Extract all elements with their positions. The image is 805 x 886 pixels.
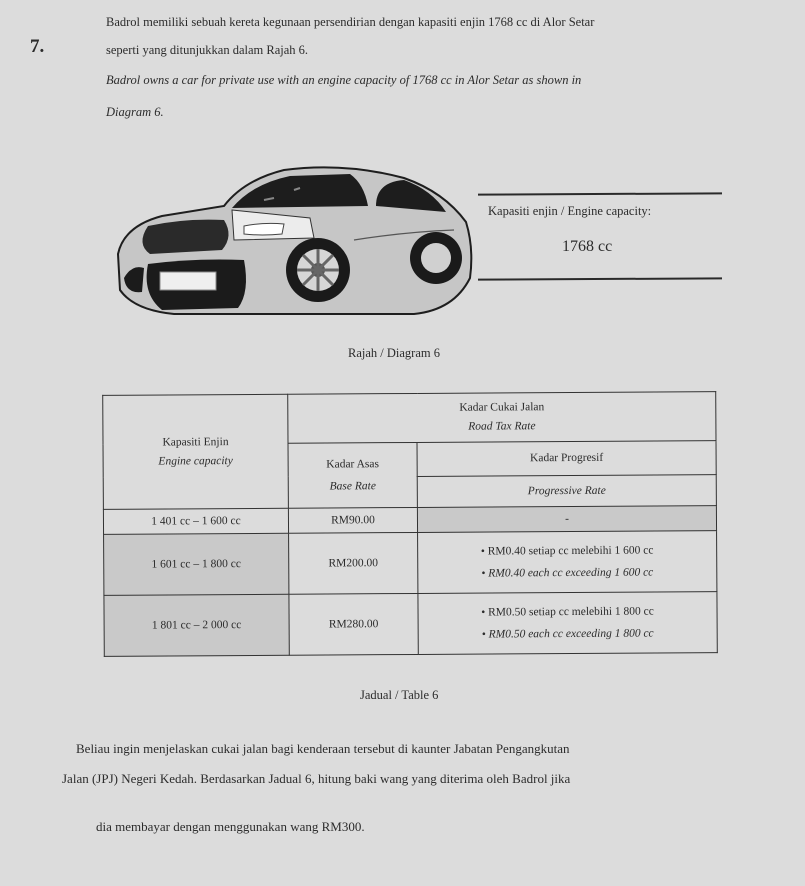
question-line-1: Beliau ingin menjelaskan cukai jalan bagi kenderaan tersebut di kaunter Jabatan Pengangkutan — [76, 741, 570, 756]
row-3-progressive-ms: • RM0.50 setiap cc melebihi 1 800 cc — [481, 605, 654, 619]
table-caption: Jadual / Table 6 — [360, 688, 439, 702]
road-tax-table — [102, 391, 718, 657]
box-top-rule — [478, 192, 722, 195]
table-row — [104, 592, 717, 657]
header-base-rate-en: Base Rate — [329, 480, 376, 493]
intro-english-line-1: Badrol owns a car for private use with an engine capacity of 1768 cc in Alor Setar as shown in — [106, 73, 582, 87]
header-base-rate-ms: Kadar Asas — [326, 458, 380, 471]
intro-malay-line-1: Badrol memiliki sebuah kereta kegunaan persendirian dengan kapasiti enjin 1768 cc di Alor Setar — [106, 15, 595, 29]
header-road-tax-rate — [288, 392, 716, 444]
header-engine-capacity-en: Engine capacity — [158, 454, 233, 468]
row-2-capacity: 1 601 cc – 1 800 cc — [104, 533, 289, 595]
intro-malay-line-2: seperti yang ditunjukkan dalam Rajah 6. — [106, 43, 309, 57]
row-3-capacity: 1 801 cc – 2 000 cc — [104, 594, 289, 656]
row-2-progressive-ms: • RM0.40 setiap cc melebihi 1 600 cc — [480, 544, 654, 558]
table-header-row-1 — [103, 392, 716, 445]
question-line-3: dia membayar dengan menggunakan wang RM300. — [96, 819, 365, 834]
diagram-caption: Rajah / Diagram 6 — [348, 346, 440, 360]
row-3-base-rate: RM280.00 — [289, 593, 418, 655]
table-row — [103, 506, 716, 535]
engine-capacity-label: Kapasiti enjin / Engine capacity: — [488, 204, 652, 218]
row-2-progressive-en: • RM0.40 each cc exceeding 1 600 cc — [481, 566, 654, 580]
row-1-base-rate: RM90.00 — [288, 507, 417, 533]
question-line-2: Jalan (JPJ) Negeri Kedah. Berdasarkan Jadual 6, hitung baki wang yang diterima oleh Badrol jika — [62, 771, 571, 786]
row-2-base-rate: RM200.00 — [289, 532, 418, 594]
intro-english-line-2: Diagram 6. — [106, 105, 164, 119]
engine-capacity-box — [474, 192, 724, 280]
header-engine-capacity — [103, 394, 289, 509]
header-progressive-rate-en: Progressive Rate — [417, 474, 716, 507]
engine-capacity-value: 1768 cc — [562, 238, 613, 255]
header-engine-capacity-ms: Kapasiti Enjin — [162, 435, 229, 449]
header-road-tax-rate-en: Road Tax Rate — [468, 420, 536, 433]
car-illustration — [114, 160, 476, 322]
header-base-rate — [288, 442, 417, 508]
row-1-progressive: - — [417, 506, 716, 533]
row-1-capacity: 1 401 cc – 1 600 cc — [103, 508, 288, 534]
row-3-progressive — [418, 592, 717, 655]
header-road-tax-rate-ms: Kadar Cukai Jalan — [459, 401, 545, 414]
table-row — [104, 531, 717, 596]
row-2-progressive — [418, 531, 717, 594]
box-bottom-rule — [478, 277, 722, 280]
row-3-progressive-en: • RM0.50 each cc exceeding 1 800 cc — [481, 627, 654, 641]
header-progressive-rate-ms: Kadar Progresif — [417, 441, 716, 476]
question-number: 7. — [30, 36, 45, 57]
